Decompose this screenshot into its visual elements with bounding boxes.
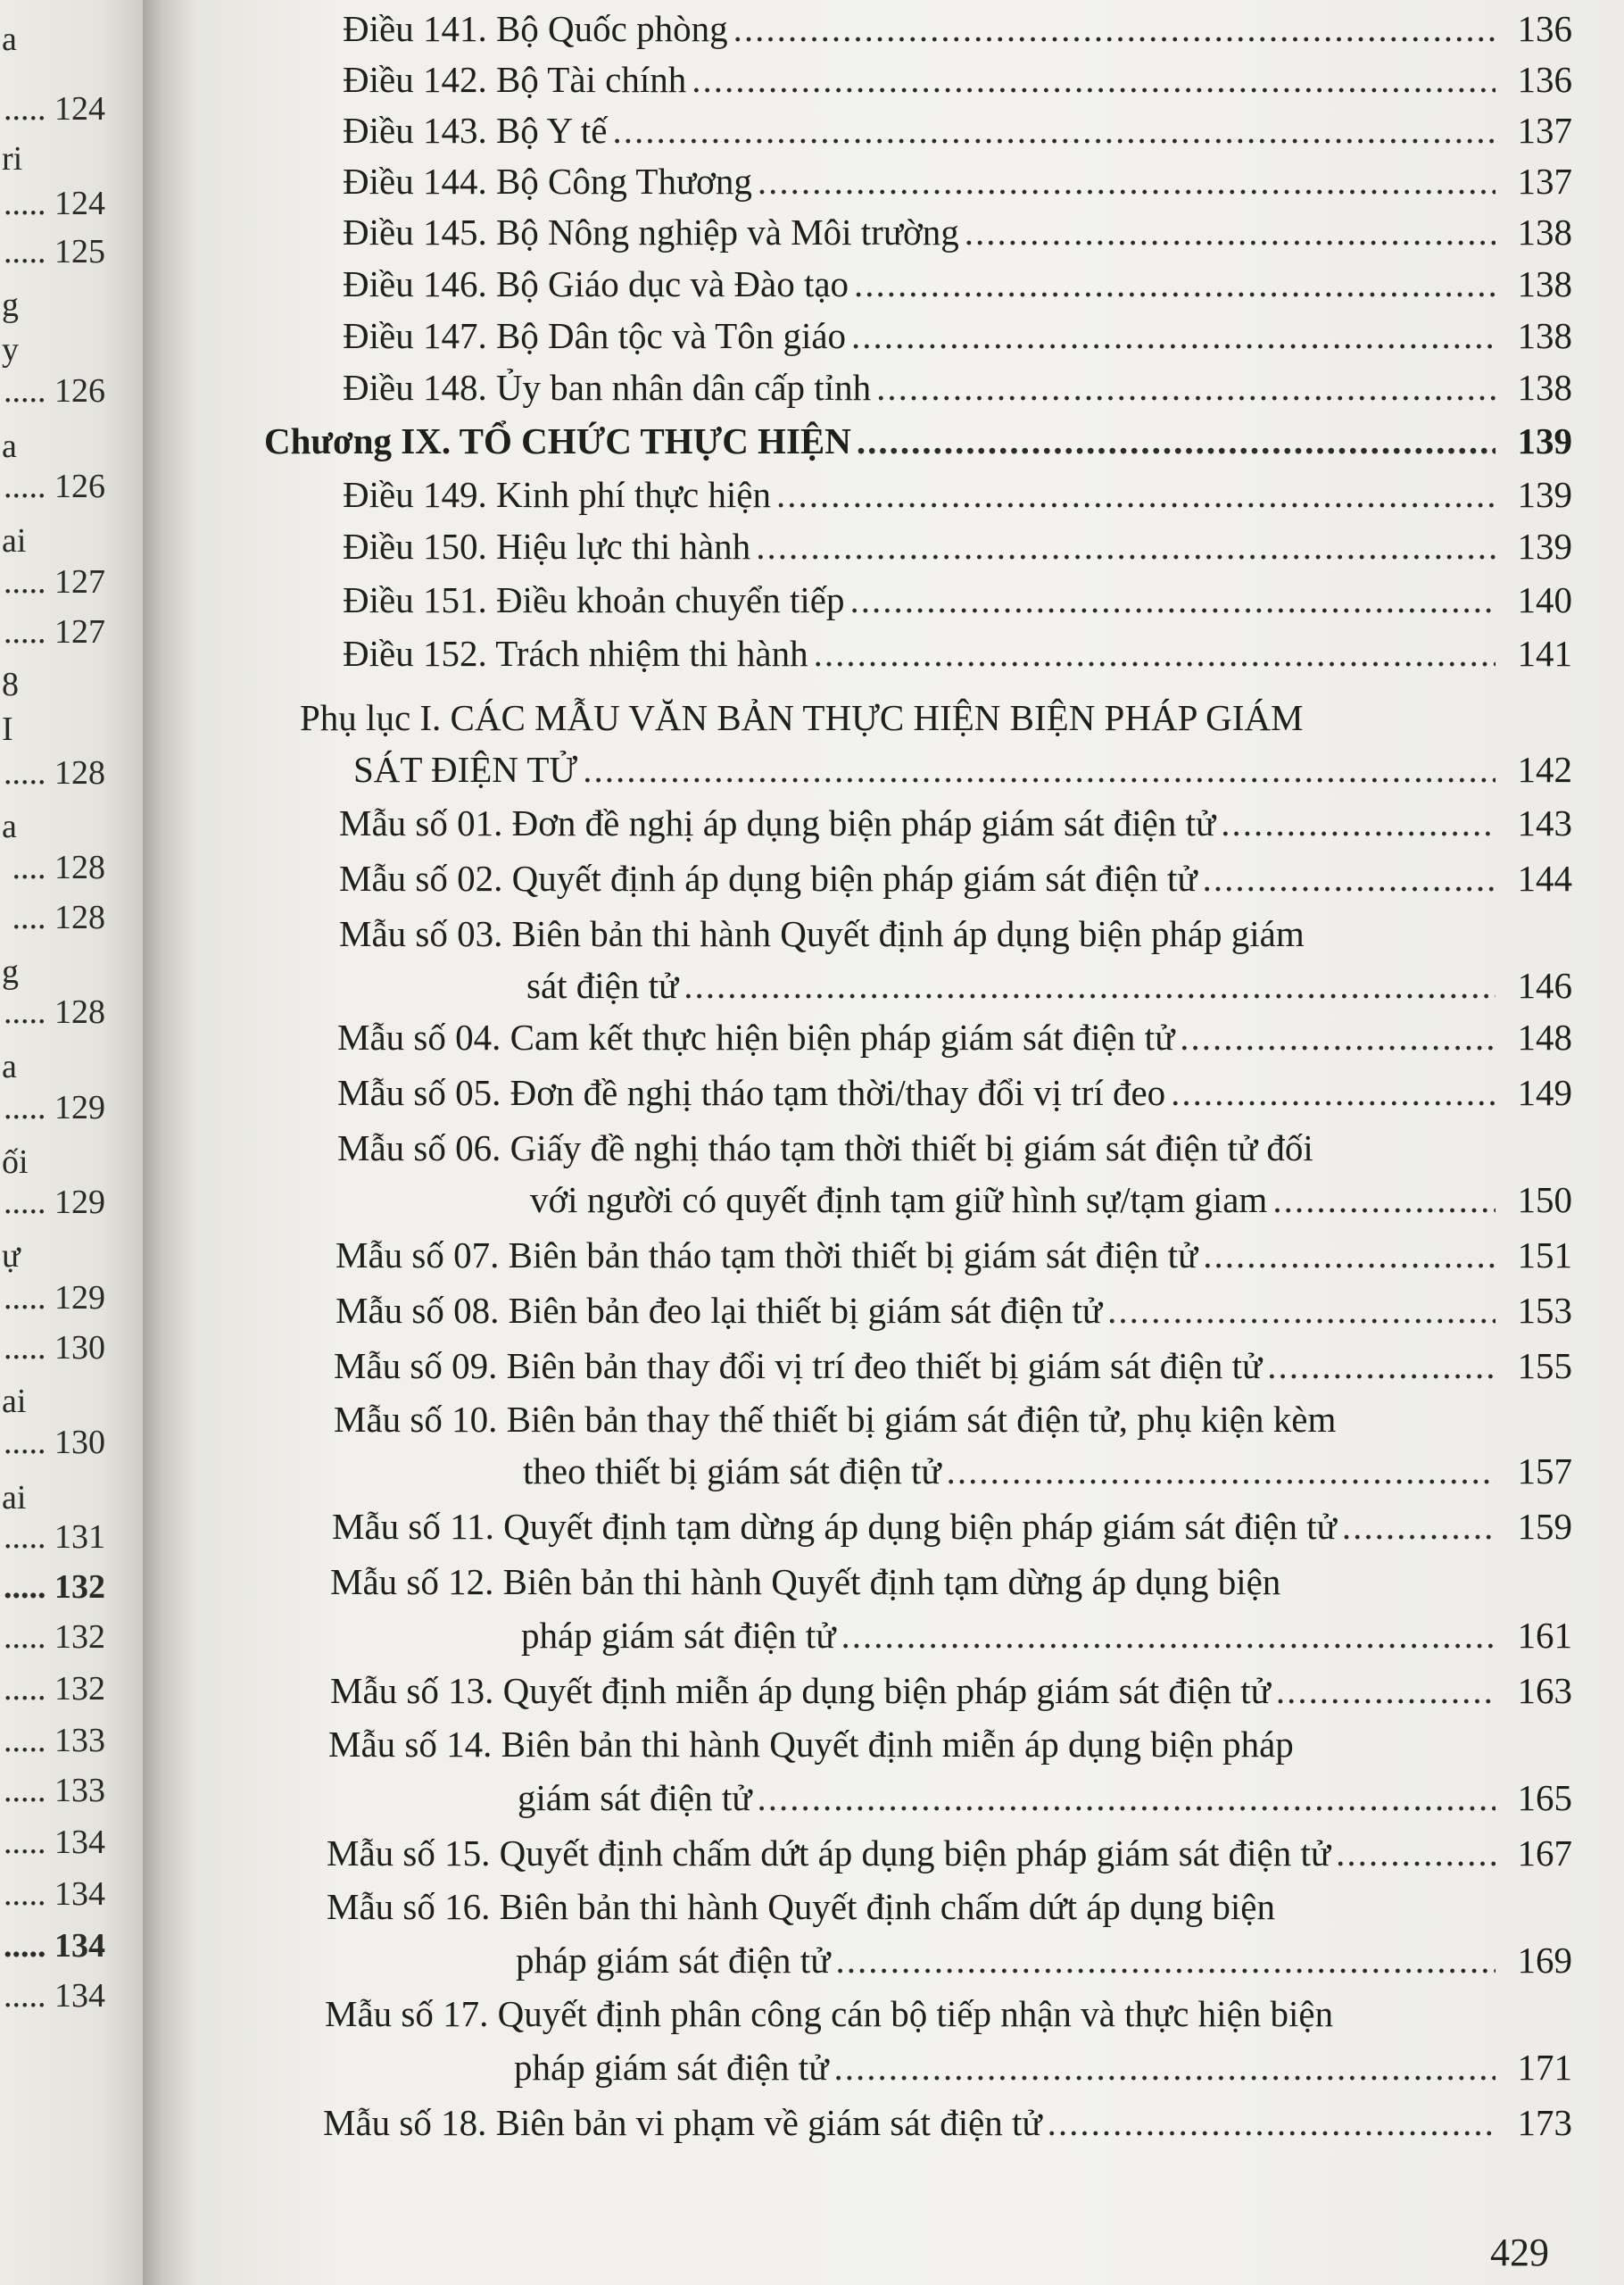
cut-off-page-reference: ..... 132 [4,1618,105,1656]
toc-entry-title: Điều 145. Bộ Nông nghiệp và Môi trường [343,212,959,253]
toc-entry-continuation [521,1610,1572,1660]
toc-entry [343,628,1572,678]
toc-entry-title: Mẫu số 11. Quyết định tạm dừng áp dụng biện pháp giám sát điện tử [332,1506,1337,1547]
cut-off-text-fragment: ai [2,522,27,560]
toc-entry-title: Điều 146. Bộ Giáo dục và Đào tạo [343,263,849,304]
toc-entry-title: Điều 143. Bộ Y tế [343,110,608,151]
toc-page-number: 138 [1517,212,1572,253]
cut-off-text-fragment: a [2,21,17,58]
cut-off-text-fragment: a [2,808,17,845]
cut-off-text-fragment: a [2,428,17,465]
toc-entry-title: Mẫu số 16. Biên bản thi hành Quyết định chấm dứt áp dụng biện [327,1886,1275,1927]
dot-leader [612,105,1496,155]
toc-entry [343,4,1572,54]
toc-entry-title: pháp giám sát điện tử [521,1615,836,1656]
dot-leader [1171,1068,1496,1118]
toc-page-number: 159 [1517,1506,1572,1547]
toc-page-number: 142 [1517,749,1572,790]
toc-page-number: 141 [1517,633,1572,674]
dot-leader [583,744,1496,794]
toc-page-number: 163 [1517,1670,1572,1711]
cut-off-text-fragment: ri [2,140,23,178]
toc-entry [337,1123,1313,1173]
toc-entry [300,693,1303,743]
toc-entry [343,521,1572,571]
cut-off-page-reference: ..... 130 [4,1424,105,1461]
cut-off-page-reference: ..... 133 [4,1722,105,1759]
dot-leader [1276,1666,1496,1716]
toc-entry [339,798,1572,848]
cut-off-page-reference: ..... 126 [4,468,105,505]
toc-page-number: 146 [1517,965,1572,1006]
toc-entry [339,853,1572,903]
dot-leader [756,521,1496,571]
toc-entry [334,1394,1336,1444]
dot-leader [1272,1175,1496,1225]
toc-entry [343,105,1572,155]
dot-leader [849,575,1496,625]
dot-leader [776,469,1496,519]
cut-off-page-reference: ..... 132 [4,1670,105,1708]
toc-entry-title: Điều 144. Bộ Công Thương [343,161,752,202]
cut-off-page-reference: ..... 132 [4,1568,105,1606]
toc-entry-title: Điều 148. Ủy ban nhân dân cấp tỉnh [343,367,872,408]
dot-leader [1203,853,1496,903]
toc-page-number: 143 [1517,802,1572,843]
cut-off-page-reference: ..... 130 [4,1329,105,1367]
toc-entry-continuation [353,744,1572,794]
toc-page-number: 138 [1517,315,1572,356]
cut-off-text-fragment: ai [2,1383,27,1420]
toc-page-number: 171 [1517,2047,1572,2088]
toc-entry [334,1341,1572,1391]
toc-entry [332,1501,1572,1551]
dot-leader [814,628,1496,678]
toc-page-number: 149 [1517,1072,1572,1113]
cut-off-page-reference: ..... 127 [4,613,105,651]
dot-leader [1180,1012,1496,1062]
dot-leader [692,54,1496,104]
toc-page-number: 151 [1517,1234,1572,1275]
toc-entry-title: với người có quyết định tạm giữ hình sự/tạm giam [530,1179,1268,1220]
dot-leader [684,960,1496,1010]
toc-entry-title: Mẫu số 10. Biên bản thay thế thiết bị giám sát điện tử, phụ kiện kèm [334,1399,1337,1440]
dot-leader [876,362,1496,412]
toc-entry [325,1989,1333,2039]
cut-off-text-fragment: ối [2,1143,29,1181]
toc-entry-title: sát điện tử [526,965,679,1006]
cut-off-page-reference: ..... 128 [4,993,105,1031]
cut-off-page-reference: ..... 127 [4,563,105,601]
toc-entry-title: Mẫu số 05. Đơn đề nghị tháo tạm thời/thay đổi vị trí đeo [337,1072,1166,1113]
page-number: 429 [1490,2231,1549,2274]
dot-leader [841,1610,1496,1660]
cut-off-page-reference: ..... 131 [4,1518,105,1556]
toc-entry-title: Mẫu số 07. Biên bản tháo tạm thời thiết bị giám sát điện tử [336,1234,1198,1275]
toc-entry [327,1882,1275,1932]
dot-leader [1107,1285,1496,1335]
toc-entry [343,469,1572,519]
toc-entry-title: pháp giám sát điện tử [514,2047,829,2088]
dot-leader [965,207,1496,257]
toc-entry-title: Mẫu số 18. Biên bản vi phạm về giám sát điện tử [323,2102,1042,2143]
cut-off-text-fragment: ự [2,1237,21,1275]
cut-off-page-reference: ..... 134 [4,1977,105,2015]
toc-page-number: 139 [1517,526,1572,567]
toc-entry [330,1666,1572,1716]
toc-entry-title: SÁT ĐIỆN TỬ [353,749,578,790]
toc-entry-title: Mẫu số 03. Biên bản thi hành Quyết định áp dụng biện pháp giám [339,913,1305,954]
toc-entry-title: Chương IX. TỔ CHỨC THỰC HIỆN [264,420,851,461]
cut-off-page-reference: .... 128 [12,849,105,886]
toc-entry-title: pháp giám sát điện tử [516,1940,831,1981]
dot-leader [857,416,1496,466]
cut-off-page-reference: ..... 124 [4,185,105,222]
dot-leader [851,311,1496,361]
toc-page-number: 137 [1517,110,1572,151]
toc-page-number: 138 [1517,263,1572,304]
toc-entry-continuation [530,1175,1572,1225]
cut-off-page-reference: ..... 124 [4,90,105,128]
toc-entry-title: Điều 142. Bộ Tài chính [343,59,687,100]
toc-entry-title: Điều 150. Hiệu lực thi hành [343,526,751,567]
toc-entry-continuation [523,1446,1572,1496]
toc-entry-title: Điều 152. Trách nhiệm thi hành [343,633,808,674]
toc-entry [343,207,1572,257]
toc-entry-continuation [526,960,1572,1010]
toc-entry-title: theo thiết bị giám sát điện tử [523,1450,941,1491]
toc-entry [343,362,1572,412]
toc-entry [343,156,1572,206]
cut-off-text-fragment: g [2,287,19,324]
toc-entry-title: Điều 141. Bộ Quốc phòng [343,8,728,49]
toc-page-number: 173 [1517,2102,1572,2143]
toc-entry [323,2098,1572,2148]
toc-page-number: 136 [1517,59,1572,100]
toc-entry-title: Mẫu số 14. Biên bản thi hành Quyết định miễn áp dụng biện pháp [328,1724,1294,1765]
toc-page-number: 139 [1517,474,1572,515]
toc-entry-continuation [516,1935,1572,1985]
toc-page-number: 169 [1517,1940,1572,1981]
cut-off-page-reference: ..... 128 [4,754,105,792]
cut-off-text-fragment: ai [2,1479,27,1516]
toc-entry-title: Mẫu số 17. Quyết định phân công cán bộ tiếp nhận và thực hiện biện [325,1993,1334,2034]
toc-entry-title: Mẫu số 09. Biên bản thay đổi vị trí đeo thiết bị giám sát điện tử [334,1345,1263,1386]
toc-page-number: 167 [1517,1832,1572,1874]
toc-entry-title: giám sát điện tử [518,1777,752,1818]
cut-off-page-reference: .... 128 [12,899,105,936]
toc-entry [336,1230,1572,1280]
cut-off-page-reference: ..... 134 [4,1927,105,1965]
dot-leader [1336,1828,1496,1878]
cut-off-page-reference: ..... 134 [4,1824,105,1861]
toc-entry-title: Điều 147. Bộ Dân tộc và Tôn giáo [343,315,847,356]
dot-leader [1203,1230,1496,1280]
toc-entry [343,259,1572,309]
toc-page-number: 155 [1517,1345,1572,1386]
dot-leader [757,1773,1496,1823]
toc-entry [343,575,1572,625]
toc-entry-title: Mẫu số 04. Cam kết thực hiện biện pháp giám sát điện tử [337,1017,1175,1058]
dot-leader [947,1446,1496,1496]
toc-entry [336,1285,1572,1335]
toc-entry [343,54,1572,104]
toc-entry [264,416,1572,466]
toc-entry-title: Mẫu số 08. Biên bản đeo lại thiết bị giám sát điện tử [336,1290,1103,1331]
toc-entry-title: Mẫu số 13. Quyết định miễn áp dụng biện pháp giám sát điện tử [330,1670,1271,1711]
cut-off-page-reference: ..... 126 [4,372,105,410]
cut-off-page-reference: ..... 134 [4,1875,105,1913]
dot-leader [833,2042,1496,2092]
toc-page-number: 139 [1517,420,1572,461]
toc-entry [337,1012,1572,1062]
toc-page-number: 165 [1517,1777,1572,1818]
toc-entry-title: Mẫu số 15. Quyết định chấm dứt áp dụng biện pháp giám sát điện tử [327,1832,1331,1874]
toc-entry [339,909,1305,959]
cut-off-text-fragment: g [2,953,19,991]
dot-leader [1048,2098,1496,2148]
toc-entry-title: Phụ lục I. CÁC MẪU VĂN BẢN THỰC HIỆN BIỆN PHÁP GIÁM [300,697,1304,738]
dot-leader [854,259,1496,309]
cut-off-text-fragment: I [2,710,13,748]
dot-leader [1267,1341,1496,1391]
toc-page-number: 150 [1517,1179,1572,1220]
toc-page-number: 137 [1517,161,1572,202]
toc-entry-title: Mẫu số 12. Biên bản thi hành Quyết định tạm dừng áp dụng biện [330,1561,1281,1602]
toc-page-number: 157 [1517,1450,1572,1491]
toc-page-number: 153 [1517,1290,1572,1331]
toc-entry [343,311,1572,361]
dot-leader [733,4,1496,54]
toc-entry [337,1068,1572,1118]
toc-page-number: 144 [1517,858,1572,899]
toc-entry-continuation [514,2042,1572,2092]
toc-entry [327,1828,1572,1878]
toc-page-number: 136 [1517,8,1572,49]
cut-off-text-fragment: a [2,1048,17,1085]
toc-page-number: 138 [1517,367,1572,408]
cut-off-page-reference: ..... 129 [4,1184,105,1221]
toc-entry-title: Điều 149. Kinh phí thực hiện [343,474,771,515]
toc-entry-title: Mẫu số 01. Đơn đề nghị áp dụng biện pháp giám sát điện tử [339,802,1216,843]
cut-off-page-reference: ..... 129 [4,1089,105,1126]
cut-off-page-reference: ..... 125 [4,233,105,270]
dot-leader [1221,798,1496,848]
dot-leader [835,1935,1496,1985]
toc-entry-title: Mẫu số 06. Giấy đề nghị tháo tạm thời thiết bị giám sát điện tử đối [337,1127,1313,1168]
toc-entry-title: Điều 151. Điều khoản chuyển tiếp [343,579,845,620]
cut-off-text-fragment: 8 [2,666,19,703]
dot-leader [1342,1501,1496,1551]
toc-page-number: 161 [1517,1615,1572,1656]
toc-entry [330,1557,1280,1607]
toc-page-number: 140 [1517,579,1572,620]
cut-off-text-fragment: y [2,331,19,369]
toc-page-number: 148 [1517,1017,1572,1058]
cut-off-page-reference: ..... 133 [4,1772,105,1809]
toc-entry [328,1719,1294,1769]
toc-entry-title: Mẫu số 02. Quyết định áp dụng biện pháp giám sát điện tử [339,858,1197,899]
toc-entry-continuation [518,1773,1572,1823]
dot-leader [758,156,1496,206]
cut-off-page-reference: ..... 129 [4,1279,105,1317]
